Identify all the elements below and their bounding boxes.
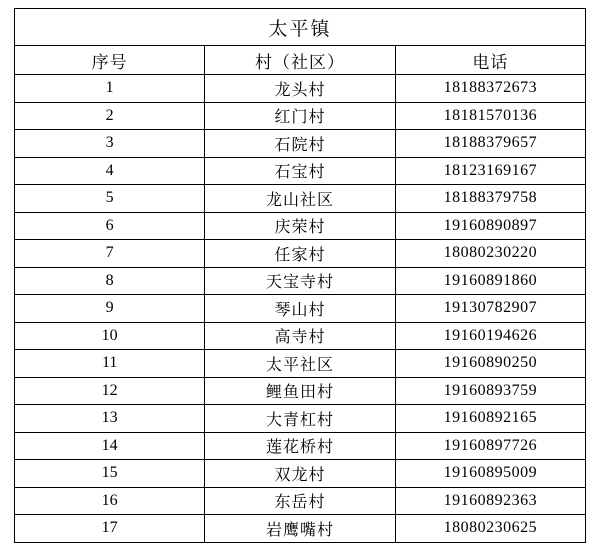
row-village: 太平社区 <box>205 350 395 378</box>
row-phone: 19160194626 <box>395 322 585 350</box>
row-phone: 18188379758 <box>395 185 585 213</box>
table-row <box>15 405 586 433</box>
row-village: 红门村 <box>205 102 395 130</box>
table-row <box>15 350 586 378</box>
row-village: 龙山社区 <box>205 185 395 213</box>
page-title: 太平镇 <box>15 9 586 46</box>
row-phone: 18188379657 <box>395 130 585 158</box>
row-village: 莲花桥村 <box>205 432 395 460</box>
row-index: 6 <box>15 212 205 240</box>
table-row <box>15 102 586 130</box>
row-index: 14 <box>15 432 205 460</box>
row-phone: 18080230625 <box>395 515 585 543</box>
row-phone: 19130782907 <box>395 295 585 323</box>
row-phone: 18080230220 <box>395 240 585 268</box>
table-row <box>15 130 586 158</box>
row-index: 7 <box>15 240 205 268</box>
column-header-village: 村（社区） <box>205 46 395 75</box>
row-phone: 19160893759 <box>395 377 585 405</box>
row-village: 庆荣村 <box>205 212 395 240</box>
table-row <box>15 487 586 515</box>
column-header-index: 序号 <box>15 46 205 75</box>
row-index: 5 <box>15 185 205 213</box>
table-row <box>15 157 586 185</box>
row-phone: 19160895009 <box>395 460 585 488</box>
row-village: 石院村 <box>205 130 395 158</box>
row-phone: 18181570136 <box>395 102 585 130</box>
row-index: 3 <box>15 130 205 158</box>
table-body <box>15 9 586 543</box>
row-index: 1 <box>15 75 205 103</box>
row-index: 16 <box>15 487 205 515</box>
table-row <box>15 515 586 543</box>
row-phone: 18123169167 <box>395 157 585 185</box>
row-village: 天宝寺村 <box>205 267 395 295</box>
row-index: 11 <box>15 350 205 378</box>
table-title-row <box>15 9 586 46</box>
row-index: 17 <box>15 515 205 543</box>
row-village: 琴山村 <box>205 295 395 323</box>
row-index: 12 <box>15 377 205 405</box>
row-village: 岩鹰嘴村 <box>205 515 395 543</box>
table-row <box>15 185 586 213</box>
table-row <box>15 432 586 460</box>
row-village: 大青杠村 <box>205 405 395 433</box>
row-index: 15 <box>15 460 205 488</box>
row-phone: 19160891860 <box>395 267 585 295</box>
table-row <box>15 460 586 488</box>
row-phone: 19160892165 <box>395 405 585 433</box>
table-row <box>15 75 586 103</box>
contact-roster-table <box>14 8 586 543</box>
row-phone: 19160892363 <box>395 487 585 515</box>
table-row <box>15 377 586 405</box>
table-row <box>15 240 586 268</box>
row-village: 鲤鱼田村 <box>205 377 395 405</box>
row-village: 石宝村 <box>205 157 395 185</box>
row-phone: 19160890250 <box>395 350 585 378</box>
row-village: 高寺村 <box>205 322 395 350</box>
row-village: 任家村 <box>205 240 395 268</box>
row-phone: 19160897726 <box>395 432 585 460</box>
row-index: 13 <box>15 405 205 433</box>
table-row <box>15 212 586 240</box>
row-village: 龙头村 <box>205 75 395 103</box>
row-index: 10 <box>15 322 205 350</box>
row-index: 9 <box>15 295 205 323</box>
column-header-phone: 电话 <box>395 46 585 75</box>
table-row <box>15 322 586 350</box>
row-phone: 18188372673 <box>395 75 585 103</box>
table-header-row <box>15 46 586 75</box>
row-phone: 19160890897 <box>395 212 585 240</box>
row-index: 2 <box>15 102 205 130</box>
row-village: 东岳村 <box>205 487 395 515</box>
row-index: 8 <box>15 267 205 295</box>
table-row <box>15 267 586 295</box>
table-row <box>15 295 586 323</box>
row-index: 4 <box>15 157 205 185</box>
row-village: 双龙村 <box>205 460 395 488</box>
